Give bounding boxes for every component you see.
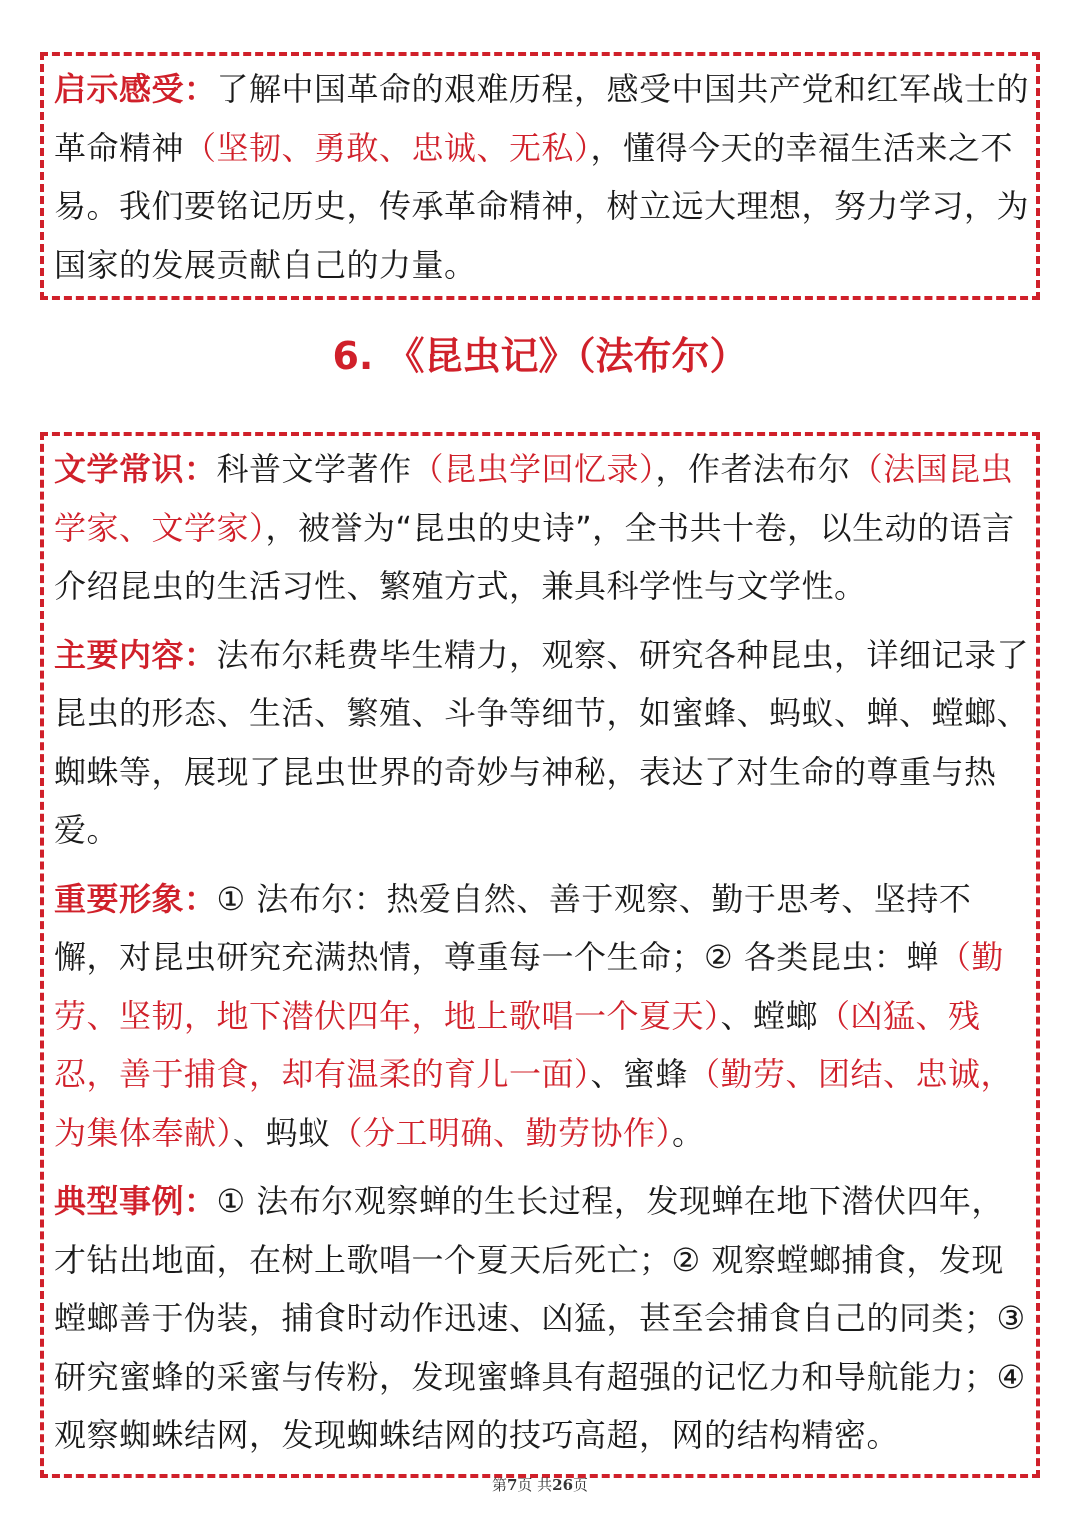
images-highlight-bee: （勤劳、团结、忠诚，为集体奉献） bbox=[54, 1055, 1014, 1152]
footer-prefix: 第 bbox=[491, 1476, 507, 1494]
literary-text-3: ，被誉为“昆虫的史诗”，全书共十卷，以生动的语言介绍昆虫的生活习性、繁殖方式，兼具科学性与文学性。 bbox=[54, 508, 1015, 605]
literary-highlight-2: （法国昆虫学家、文学家） bbox=[54, 450, 1014, 547]
book-notes-box bbox=[40, 432, 1040, 1478]
typical-examples-paragraph bbox=[54, 1172, 1036, 1465]
images-text-2: 、螳螂 bbox=[720, 996, 819, 1035]
literary-text-1: 科普文学著作 bbox=[216, 450, 412, 488]
footer-middle: 页 共 bbox=[517, 1476, 553, 1494]
footer-suffix: 页 bbox=[573, 1476, 589, 1494]
section-heading: 6. 《昆虫记》（法布尔） bbox=[332, 334, 748, 378]
images-text-5: 。 bbox=[672, 1113, 705, 1152]
literary-highlight-1: （昆虫学回忆录） bbox=[411, 450, 656, 488]
images-highlight-mantis: （凶猛、残忍，善于捕食，却有温柔的育儿一面） bbox=[54, 996, 981, 1093]
images-highlight-ant: （分工明确、勤劳协作） bbox=[330, 1113, 673, 1152]
literary-knowledge-paragraph bbox=[54, 440, 1036, 616]
inspiration-text-2: ，懂得今天的幸福生活来之不易。我们要铭记历史，传承革命精神，树立远大理想，努力学习，为国家的发展贡献自己的力量。 bbox=[54, 128, 1030, 284]
inspiration-label: 启示感受： bbox=[54, 70, 217, 108]
main-content-text: 法布尔耗费毕生精力，观察、研究各种昆虫，详细记录了昆虫的形态、生活、繁殖、斗争等细节，如蜜蜂、蚂蚁、蝉、螳螂、蜘蛛等，展现了昆虫世界的奇妙与神秘，表达了对生命的尊重与热爱。 bbox=[54, 635, 1030, 849]
inspiration-box bbox=[40, 52, 1040, 300]
inspiration-paragraph bbox=[54, 60, 1036, 294]
typical-examples-text: ① 法布尔观察蝉的生长过程，发现蝉在地下潜伏四年，才钻出地面，在树上歌唱一个夏天后死亡；② 观察螳螂捕食，发现螳螂善于伪装，捕食时动作迅速、凶猛，甚至会捕食自己的同类；③ 研究蜜蜂的采蜜与传粉，发现蜜蜂具有超强的记忆力和导航能力；④ 观察蜘蛛结网，发现蜘蛛结网的技巧高超，网的结构精密。 bbox=[54, 1182, 1026, 1454]
images-highlight-cicada: （勤劳、坚韧，地下潜伏四年，地上歌唱一个夏天） bbox=[54, 938, 1004, 1035]
images-text-3: 、蜜蜂 bbox=[590, 1055, 689, 1093]
important-images-paragraph bbox=[54, 870, 1036, 1163]
page-footer bbox=[0, 1474, 1080, 1496]
typical-examples-label: 典型事例： bbox=[54, 1182, 217, 1220]
literary-text-2: ，作者法布尔 bbox=[655, 450, 851, 488]
literary-knowledge-label: 文学常识： bbox=[54, 450, 217, 488]
main-content-paragraph bbox=[54, 626, 1036, 860]
footer-total-pages: 26 bbox=[552, 1476, 574, 1494]
inspiration-text: 了解中国革命的艰难历程，感受中国共产党和红军战士的革命精神 bbox=[54, 70, 1030, 167]
important-images-label: 重要形象： bbox=[54, 879, 217, 918]
main-content-label: 主要内容： bbox=[54, 635, 217, 674]
inspiration-highlight: （坚韧、勇敢、忠诚、无私） bbox=[184, 128, 591, 167]
images-text-1: ① 法布尔：热爱自然、善于观察、勤于思考、坚持不懈，对昆虫研究充满热情，尊重每一个生命；② 各类昆虫：蝉 bbox=[54, 879, 972, 976]
images-text-4: 、蚂蚁 bbox=[233, 1113, 331, 1152]
footer-page-number: 7 bbox=[506, 1476, 518, 1494]
